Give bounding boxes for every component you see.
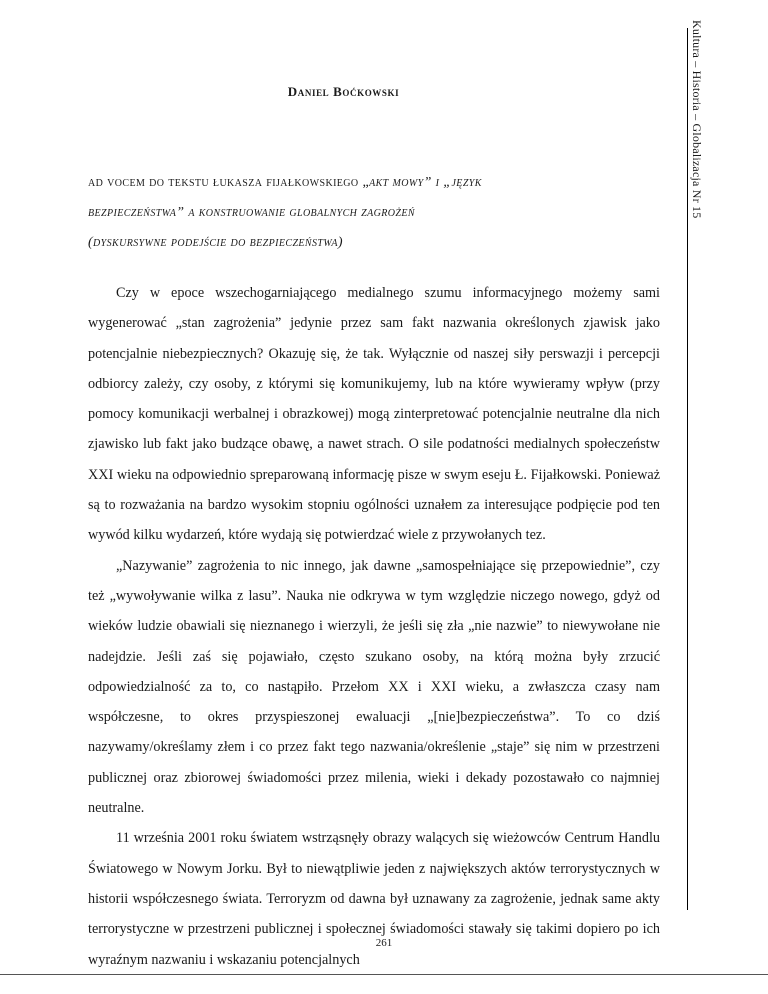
body-paragraph-1: Czy w epoce wszechogarniającego medialnego szumu informacyjnego możemy sami wygenerować „stan zagrożenia” jedynie przez sam fakt nazwania określonych zjawisk jako potencjalnie niebezpiecznych? Okazuję się, że tak. Wyłącznie od naszej siły perswazji i percepcji odbiorcy zależy, czy osoby, z którymi się komunikujemy, lub na które wywieramy wpływ (przy pomocy komunikacji werbalnej i obrazkowej) mogą zinterpretować potencjalnie neutralne dla nich zjawisko lub fakt jako budzące obawę, a nawet strach. O sile podatności medialnych społeczeństw XXI wieku na odpowiednio spreparowaną informację pisze w swym eseju Ł. Fijałkowski. Ponieważ są to rozważania na bardzo wysokim stopniu ogólności uznałem za interesujące podpięcie pod ten wywód kilku wydarzeń, które wydają się potwierdzać wiele z przywołanych tez.	[88, 285, 660, 544]
body-paragraph-3: 11 września 2001 roku światem wstrząsnęły obrazy walących się wieżowców Centrum Handlu Światowego w Nowym Jorku. Był to niewątpliwie jeden z największych aktów terrorystycznych w historii współczesnego świata. Terroryzm od dawna był uznawany za zagrożenie, jednak same akty terrorystyczne w przestrzeni publicznej i społecznej świadomości stawały się takimi dopiero po ich wyraźnym nazwaniu i wskazaniu potencjalnych	[88, 830, 660, 968]
title-part-1a: ad vocem do tekstu łukasza fijałkowskiego „	[88, 175, 370, 190]
title-line-1	[88, 168, 688, 198]
title-line-3: (dyskursywne podejście do bezpieczeństwa)	[88, 235, 343, 250]
title-part-1d: język	[451, 175, 482, 190]
article-author: Daniel Boćkowski	[287, 84, 400, 99]
title-line-2: bezpieczeństwa” a konstruowanie globalnych zagrożeń	[88, 205, 415, 220]
running-header: Kultura – Historia – Globalizacja Nr 15	[690, 20, 704, 219]
bottom-rule	[0, 974, 768, 975]
article-title	[88, 168, 688, 258]
body-paragraph-2: „Nazywanie” zagrożenia to nic innego, jak dawne „samospełniające się przepowiednie”, czy też „wywoływanie wilka z lasu”. Nauka nie odkrywa w tym względzie niczego nowego, gdyż od wieków ludzie obawiali się nieznanego i wierzyli, że jeśli się zła „nie nazwie” to niewywołane nie nadejdzie. Jeśli zaś się pojawiało, często szukano osoby, na którą można były zrzucić odpowiedzialność za to, co nastąpiło. Przełom XX i XXI wieku, a zwłaszcza czasy nam współczesne, to okres przyspieszonej ewaluacji „[nie]bezpieczeństwa”. To co dziś nazywamy/określamy złem i co przez fakt tego nazwania/określenie „staje” się nim w przestrzeni publicznej oraz zbiorowej świadomości przez milenia, wieki i dekady pozostawało co najmniej neutralne.	[88, 557, 660, 817]
title-part-1c: ” i „	[423, 175, 452, 190]
page-number: 261	[375, 937, 393, 949]
margin-rule	[687, 28, 688, 910]
title-part-1b: akt mowy	[369, 175, 424, 190]
article-body	[88, 278, 660, 975]
